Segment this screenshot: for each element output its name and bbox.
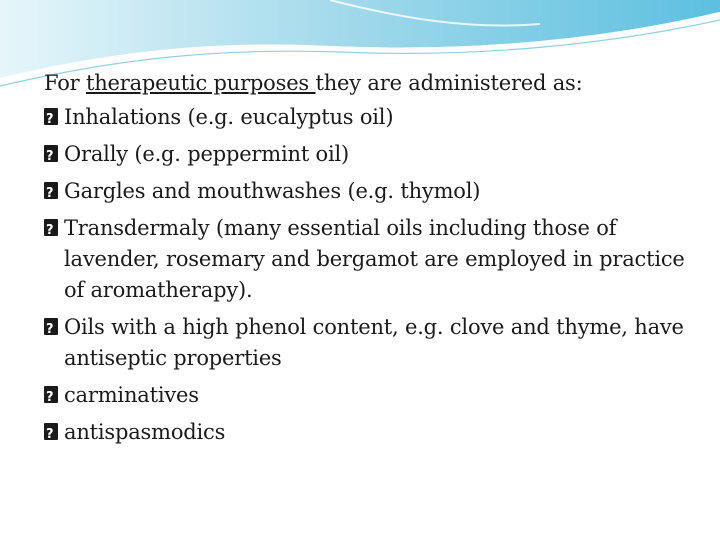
missing-glyph-icon	[44, 318, 58, 335]
list-item-text: antispasmodics	[64, 420, 226, 444]
list-item	[44, 417, 694, 448]
bullet-list	[44, 102, 694, 448]
intro-underlined: therapeutic purposes	[85, 71, 316, 95]
list-item-text: carminatives	[64, 383, 199, 407]
list-item-text: Orally (e.g. peppermint oil)	[64, 142, 349, 166]
list-item	[44, 176, 694, 207]
missing-glyph-icon	[44, 145, 58, 162]
list-item	[44, 213, 694, 306]
list-item	[44, 139, 694, 170]
missing-glyph-icon	[44, 108, 58, 125]
list-item-text: Gargles and mouthwashes (e.g. thymol)	[64, 179, 481, 203]
missing-glyph-icon	[44, 182, 58, 199]
missing-glyph-icon	[44, 386, 58, 403]
list-item	[44, 312, 694, 374]
intro-prefix: For	[44, 71, 86, 95]
intro-suffix: they are administered as:	[315, 71, 583, 95]
list-item-text: Inhalations (e.g. eucalyptus oil)	[64, 105, 394, 129]
slide-content	[44, 68, 694, 454]
list-item	[44, 102, 694, 133]
list-item	[44, 380, 694, 411]
list-item-text: Transdermaly (many essential oils including those of lavender, rosemary and bergamot are employed in practice of aromatherapy).	[64, 216, 685, 302]
missing-glyph-icon	[44, 219, 58, 236]
missing-glyph-icon	[44, 423, 58, 440]
list-item-text: Oils with a high phenol content, e.g. clove and thyme, have antiseptic properties	[64, 315, 684, 370]
intro-line	[44, 68, 694, 99]
